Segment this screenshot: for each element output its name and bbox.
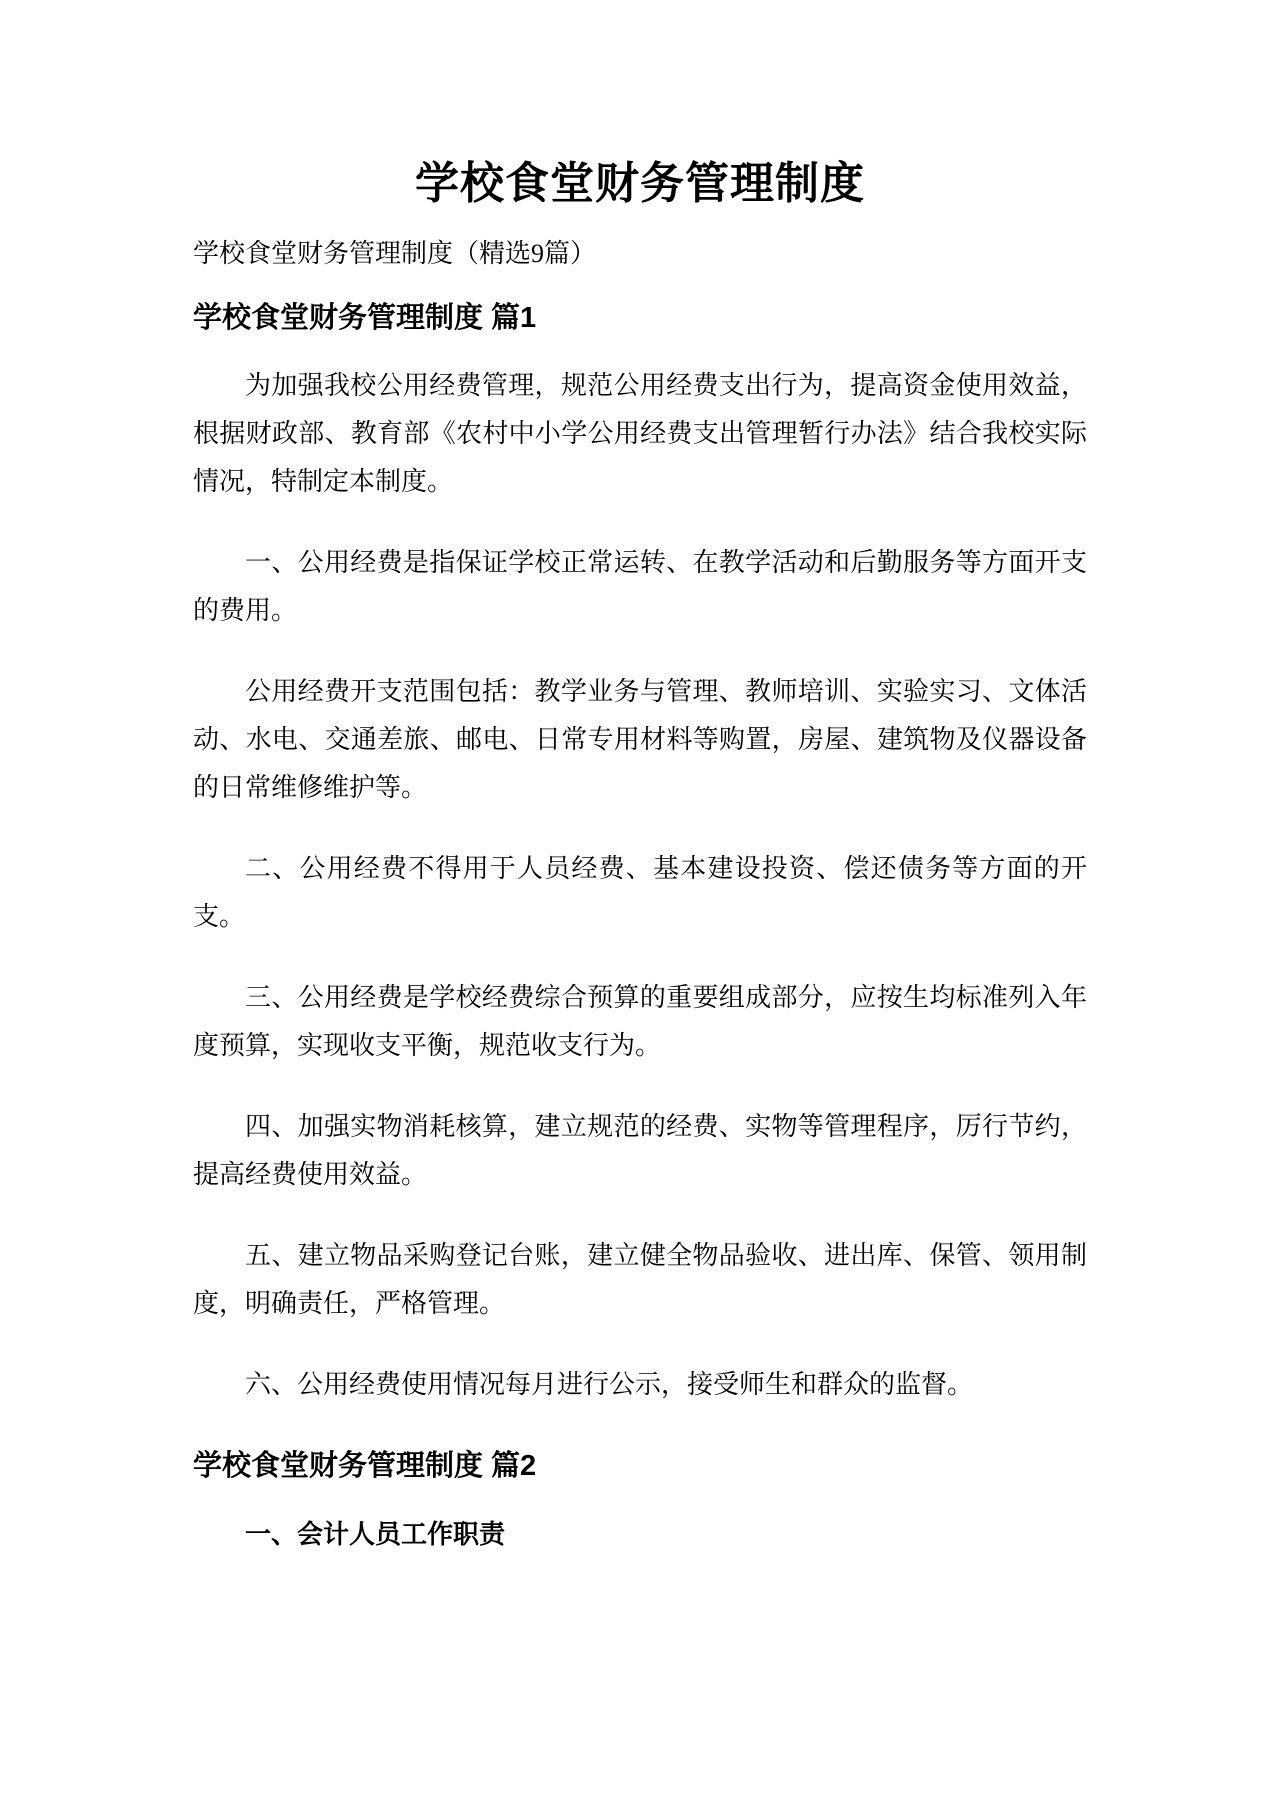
document-content bbox=[193, 156, 1087, 1558]
paragraph: 三、公用经费是学校经费综合预算的重要组成部分，应按生均标准列入年度预算，实现收支平衡，规范收支行为。 bbox=[193, 983, 1087, 1060]
paragraph: 一、公用经费是指保证学校正常运转、在教学活动和后勤服务等方面开支的费用。 bbox=[193, 548, 1087, 625]
paragraph: 一、会计人员工作职责 bbox=[245, 1519, 506, 1549]
paragraph: 五、建立物品采购登记台账，建立健全物品验收、进出库、保管、领用制度，明确责任，严格管理。 bbox=[193, 1241, 1087, 1318]
paragraph: 二、公用经费不得用于人员经费、基本建设投资、偿还债务等方面的开支。 bbox=[193, 854, 1087, 931]
section-heading-1: 学校食堂财务管理制度 篇1 bbox=[193, 302, 537, 334]
paragraph: 为加强我校公用经费管理，规范公用经费支出行为，提高资金使用效益，根据财政部、教育部《农村中小学公用经费支出管理暂行办法》结合我校实际情况，特制定本制度。 bbox=[193, 371, 1087, 496]
document-subtitle: 学校食堂财务管理制度（精选9篇） bbox=[193, 239, 597, 268]
section-heading-2: 学校食堂财务管理制度 篇2 bbox=[193, 1450, 537, 1482]
document-title: 学校食堂财务管理制度 bbox=[415, 159, 865, 208]
paragraph: 六、公用经费使用情况每月进行公示，接受师生和群众的监督。 bbox=[245, 1370, 974, 1399]
paragraph: 公用经费开支范围包括：教学业务与管理、教师培训、实验实习、文体活动、水电、交通差旅、邮电、日常专用材料等购置，房屋、建筑物及仪器设备的日常维修维护等。 bbox=[193, 677, 1087, 802]
paragraph: 四、加强实物消耗核算，建立规范的经费、实物等管理程序，厉行节约，提高经费使用效益。 bbox=[193, 1112, 1087, 1189]
